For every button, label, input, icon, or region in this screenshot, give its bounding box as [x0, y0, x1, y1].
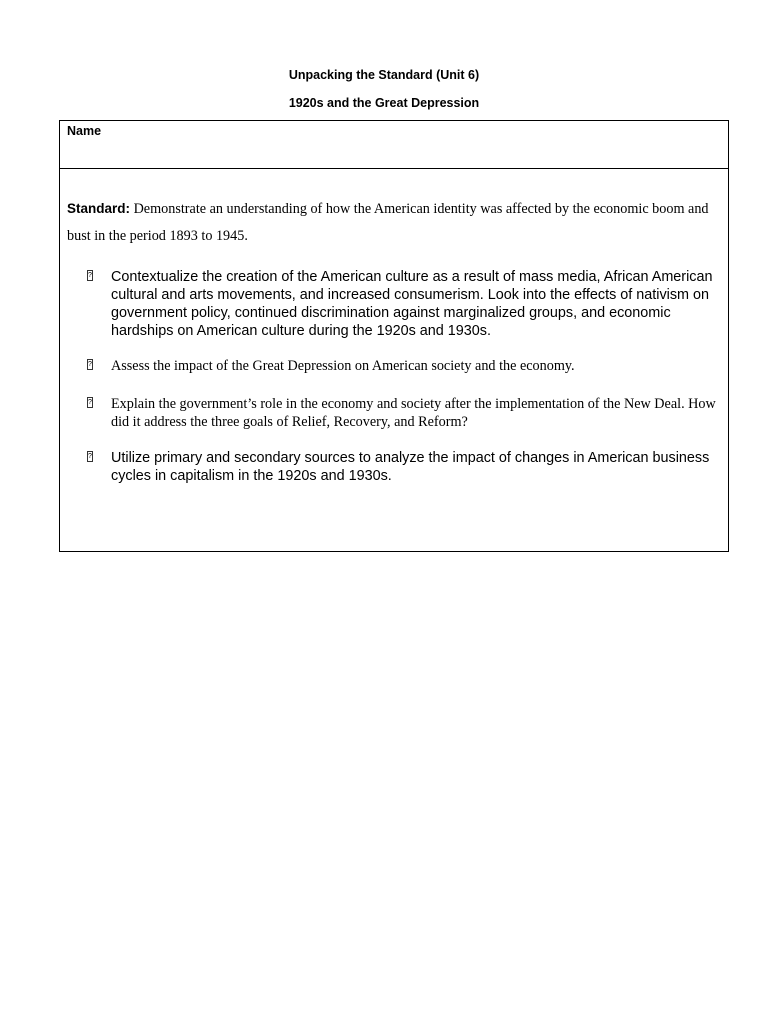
missing-glyph-box-icon: ?: [88, 272, 92, 279]
missing-glyph-box-icon: ?: [88, 453, 92, 460]
missing-glyph-box-icon: ?: [88, 361, 92, 368]
standard-table: [59, 120, 729, 552]
document-title: Unpacking the Standard (Unit 6): [288, 68, 480, 82]
document-subtitle: 1920s and the Great Depression: [288, 96, 480, 110]
name-field-row[interactable]: [60, 121, 728, 169]
standard-label: Standard:: [67, 201, 131, 216]
objective-text: Explain the government’s role in the economy and society after the implementation of the New Deal. How did it address the three goals of Relief, Recovery, and Reform?: [111, 396, 716, 430]
missing-glyph-box-icon: ?: [88, 399, 92, 406]
standard-statement: [67, 195, 723, 250]
standard-text: Demonstrate an understanding of how the American identity was affected by the economic boom and bust in the period 1893 to 1945.: [67, 201, 709, 244]
objective-text: Contextualize the creation of the American culture as a result of mass media, African American cultural and arts movements, and increased consumerism. Look into the effects of nativism on government policy, continued discrimination against marginalized groups, and economic hardships on American culture during the 1920s and 1930s.: [111, 269, 713, 339]
name-label: Name: [67, 124, 102, 138]
objective-text: Utilize primary and secondary sources to analyze the impact of changes in American business cycles in capitalism in the 1920s and 1930s.: [111, 450, 710, 484]
objective-text: Assess the impact of the Great Depression on American society and the economy.: [111, 358, 575, 374]
